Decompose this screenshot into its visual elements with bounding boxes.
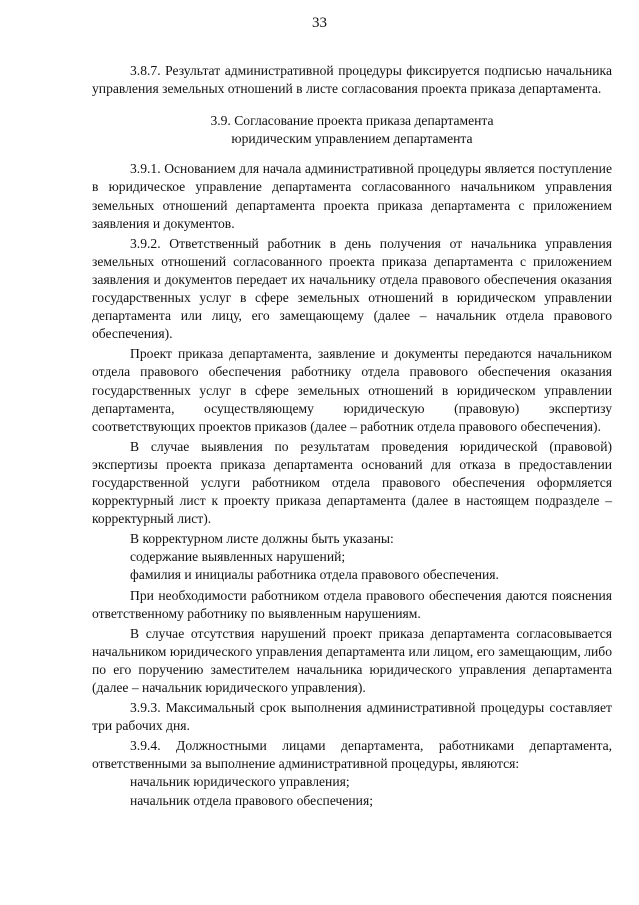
- document-body: [92, 62, 612, 810]
- paragraph-3-8-7: 3.8.7. Результат административной процедуры фиксируется подписью начальника управления земельных отношений в листе согласования проекта приказа департамента.: [92, 63, 612, 97]
- paragraph-project-transfer: Проект приказа департамента, заявление и документы передаются начальником отдела правового обеспечения работнику отдела правового обеспечения оказания государственных услуг в сфере земельных отношений в юридическом управлении департамента, осуществляющему юридическую (правовую) экспертизу соответствующих проектов приказов (далее – работник отдела правового обеспечения).: [92, 346, 612, 434]
- section-title: [92, 112, 612, 148]
- list-item-head-legal-support-division: начальник отдела правового обеспечения;: [130, 792, 373, 808]
- paragraph-3-9-1: 3.9.1. Основанием для начала административной процедуры является поступление в юридическое управление департамента согласованного начальником управления земельных отношений департамента проекта приказа департамента с приложением заявления и документов.: [92, 161, 612, 231]
- paragraph-no-violations: В случае отсутствия нарушений проект приказа департамента согласовывается начальником юридического управления департамента или лицом, его замещающим, либо по его поручению заместителем начальника юридического управления департамента (далее – начальник юридического управления).: [92, 625, 612, 695]
- list-item-head-legal-department: начальник юридического управления;: [130, 774, 350, 790]
- list-item-employee-name: фамилия и инициалы работника отдела правового обеспечения.: [130, 567, 499, 583]
- paragraph-explanations: При необходимости работником отдела правового обеспечения даются пояснения ответственному работнику по выявленным нарушениям.: [92, 587, 612, 621]
- paragraph-3-9-4: 3.9.4. Должностными лицами департамента, работниками департамента, ответственными за выполнение административной процедуры, являются:: [92, 738, 612, 772]
- section-title-line-1: 3.9. Согласование проекта приказа департамента: [210, 113, 494, 129]
- list-item-violations-content: содержание выявленных нарушений;: [130, 549, 346, 565]
- page-number: 33: [312, 15, 327, 31]
- paragraph-3-9-3: 3.9.3. Максимальный срок выполнения административной процедуры составляет три рабочих дня.: [92, 700, 612, 734]
- paragraph-correction-sheet-requirements: В корректурном листе должны быть указаны:: [130, 531, 394, 547]
- paragraph-3-9-2: 3.9.2. Ответственный работник в день получения от начальника управления земельных отношений согласованного проекта приказа департамента с приложением заявления и документов передает их начальнику отдела правового обеспечения оказания государственных услуг в сфере земельных отношений в юридическом управлении департамента или лицу, его замещающему (далее – начальник отдела правового обеспечения).: [92, 235, 612, 342]
- paragraph-violation-case: В случае выявления по результатам проведения юридической (правовой) экспертизы проекта приказа департамента оснований для отказа в предоставлении государственной услуги работником отдела правового обеспечения оформляется корректурный лист к проекту приказа департамента (далее в настоящем подразделе – корректурный лист).: [92, 438, 612, 527]
- section-title-line-2: юридическим управлением департамента: [231, 131, 473, 147]
